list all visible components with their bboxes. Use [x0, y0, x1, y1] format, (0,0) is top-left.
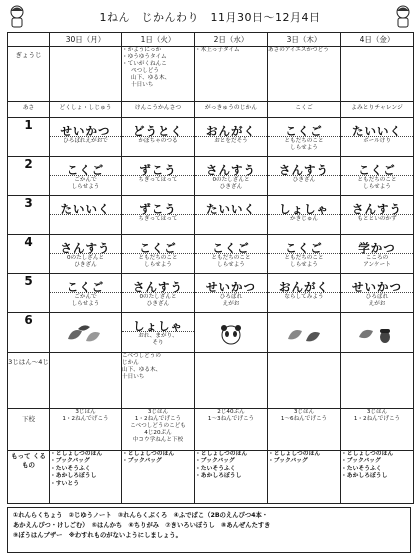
- morning-cell: がっきゅうのじかん: [195, 102, 268, 118]
- subject-detail: おれ、まがり、: [138, 333, 178, 339]
- day-header: 4日（金）: [341, 33, 414, 47]
- morning-row: [8, 102, 414, 118]
- events-cell: [50, 47, 122, 102]
- class-cell: [341, 313, 414, 353]
- leaves-icon: [62, 323, 110, 345]
- subject-name: どうとく: [133, 124, 183, 138]
- row-label: 下校: [8, 409, 50, 451]
- class-cell: [195, 235, 268, 274]
- subject-detail: かぼちゃのつる: [138, 138, 178, 144]
- item: ・ブックバッグ: [50, 458, 90, 465]
- after-school-cell: [341, 353, 414, 409]
- dismissal-cell: [341, 409, 414, 451]
- day-header: 30日（月）: [50, 33, 122, 47]
- class-cell: [268, 274, 341, 313]
- event-line: 山下、ゆる木、: [131, 75, 171, 81]
- morning-cell: こくご: [268, 102, 341, 118]
- subject-name: こくご: [139, 241, 177, 255]
- event-line: あさのアイエスかつどう: [268, 47, 329, 53]
- subject-name: たいいく: [352, 124, 402, 138]
- item: ・あかしろぼうし: [341, 473, 388, 480]
- after-school-row: [8, 353, 414, 409]
- items-cell: [122, 451, 195, 504]
- class-cell: [122, 118, 195, 157]
- item: ・ブックバッグ: [268, 458, 308, 465]
- child-illustration: [6, 4, 28, 30]
- period-number: 6: [8, 313, 50, 353]
- dismissal-time: 3じはん: [293, 409, 315, 415]
- class-cell: [122, 313, 195, 353]
- after-school-cell: [122, 353, 195, 409]
- dismissal-detail: こべつしどうのこども: [130, 423, 186, 429]
- subject-detail: ごかんで: [74, 294, 97, 300]
- subject-detail: 0のたしざんと: [66, 255, 105, 261]
- subject-name: ずこう: [139, 202, 177, 216]
- subject-detail: ちぎってはって: [138, 216, 178, 222]
- items-cell: [50, 451, 122, 504]
- note-line: じかん: [122, 360, 139, 366]
- dismissal-time: 3じはん: [75, 409, 96, 415]
- class-cell: [50, 313, 122, 353]
- subject-name: せいかつ: [352, 280, 402, 294]
- item: ・としょしつのほん: [341, 451, 394, 457]
- dismissal-row: [8, 409, 414, 451]
- morning-cell: どくしょ・しじゅう: [50, 102, 122, 118]
- class-cell: [268, 118, 341, 157]
- subject-name: せいかつ: [206, 280, 256, 294]
- note-line: 山下、ゆる木、: [122, 367, 162, 373]
- class-cell: [268, 235, 341, 274]
- class-cell: [195, 196, 268, 235]
- subject-detail: えがお: [368, 301, 386, 307]
- dismissal-time: 3じはん: [366, 409, 388, 415]
- period-row: [8, 196, 414, 235]
- subject-name: 学かつ: [358, 241, 396, 255]
- subject-detail: かきじゅん: [290, 216, 318, 222]
- items-cell: [268, 451, 341, 504]
- schedule-title: 1ねん じかんわり 11月30日～12月4日: [99, 11, 321, 24]
- class-cell: [341, 157, 414, 196]
- subject-detail: そり: [152, 340, 164, 346]
- subject-name: こくご: [212, 241, 250, 255]
- after-school-cell: [268, 353, 341, 409]
- subject-detail: 0のたしざんと: [139, 294, 177, 300]
- dismissal-cell: [50, 409, 122, 451]
- item: ・あかしろぼうし: [50, 473, 97, 480]
- events-cell: [122, 47, 195, 102]
- child-illustration: [392, 4, 414, 30]
- item: ・あかしろぼうし: [195, 473, 242, 480]
- subject-name: おんがく: [206, 124, 256, 138]
- subject-detail: しらせよう: [290, 145, 318, 151]
- subject-detail: しらせよう: [290, 262, 318, 268]
- dismissal-cell: [268, 409, 341, 451]
- subject-detail: こころの: [365, 255, 389, 261]
- row-label: あさ: [8, 102, 50, 118]
- class-cell: [122, 274, 195, 313]
- period-row: [8, 313, 414, 353]
- class-cell: [122, 235, 195, 274]
- subject-detail: ともだちのこと: [284, 138, 324, 144]
- subject-name: せいかつ: [60, 124, 111, 138]
- subject-detail: ともだちのこと: [284, 255, 324, 261]
- acorns-icon: [353, 323, 401, 345]
- item: ・たいそうふく: [50, 465, 91, 472]
- corner-cell: [8, 33, 50, 47]
- class-cell: [268, 313, 341, 353]
- day-header: 2日（水）: [195, 33, 268, 47]
- item: ・すいとう: [50, 480, 79, 487]
- event-line: ぺつしどう: [131, 68, 159, 74]
- subject-name: たいいく: [206, 202, 256, 216]
- class-cell: [341, 118, 414, 157]
- dismissal-time: 2じ40ぷん: [217, 409, 245, 415]
- event-line: ・木上っ子タイム: [195, 47, 240, 53]
- event-line: ・ていがくねんこ: [122, 61, 167, 67]
- subject-name: さんすう: [352, 202, 402, 216]
- event-line: ・かようにっか: [122, 47, 162, 53]
- subject-detail: ひろばれ: [219, 294, 243, 300]
- dismissal-detail: 中コウ学ねんと下校: [132, 437, 184, 443]
- subject-name: しょしゃ: [133, 319, 183, 333]
- legend-line: ①れんらくちょう ②じゆうノート ③れんらくぶくろ ④ふでばこ（2Bのえんぴつ4本・: [13, 512, 269, 519]
- subject-detail: ともだちのこと: [138, 255, 178, 261]
- subject-detail: ひきざん: [219, 184, 243, 190]
- events-cell: [195, 47, 268, 102]
- class-cell: [268, 157, 341, 196]
- item: ・たいそうふく: [195, 465, 236, 472]
- subject-name: さんすう: [206, 163, 256, 177]
- period-number: 2: [8, 157, 50, 196]
- morning-cell: よみとりチャレンジ: [341, 102, 414, 118]
- subject-detail: ちぎってはって: [138, 177, 178, 183]
- subject-detail: ボールけり: [363, 138, 391, 144]
- items-cell: [341, 451, 414, 504]
- item: ・たいそうふく: [341, 465, 382, 472]
- subject-name: こくご: [285, 124, 323, 138]
- item: ・ブックバッグ: [122, 458, 162, 465]
- event-line: 十日いち: [131, 82, 154, 88]
- dismissal-detail: 1・2ねんでげこう: [134, 416, 182, 422]
- after-school-cell: [195, 353, 268, 409]
- day-header-row: [8, 33, 414, 47]
- item: ・としょしつのほん: [268, 451, 321, 457]
- subject-name: こくご: [66, 280, 105, 294]
- subject-name: こくご: [66, 163, 105, 177]
- subject-detail: しらせよう: [217, 262, 245, 268]
- class-cell: [341, 235, 414, 274]
- subject-detail: ひろばれ: [365, 294, 389, 300]
- event-line: ・ゆうゆうタイム: [122, 54, 167, 60]
- dismissal-cell: [195, 409, 268, 451]
- subject-name: ずこう: [139, 163, 177, 177]
- dismissal-detail: 1・2ねんでげこう: [62, 416, 109, 422]
- subject-detail: しらせよう: [71, 301, 100, 307]
- class-cell: [50, 157, 122, 196]
- subject-detail: ひきざん: [74, 262, 97, 268]
- subject-name: さんすう: [133, 280, 183, 294]
- period-number: 4: [8, 235, 50, 274]
- leaves-icon: [280, 323, 328, 345]
- row-label: もって くるもの: [8, 451, 50, 504]
- subject-detail: アンケート: [363, 262, 391, 268]
- period-row: [8, 157, 414, 196]
- item: ・ブックバッグ: [195, 458, 235, 465]
- items-row: [8, 451, 414, 504]
- class-cell: [122, 196, 195, 235]
- note-line: 十日いち: [122, 374, 145, 380]
- dismissal-detail: 1～3ねんでげこう: [207, 416, 255, 422]
- dismissal-time: 3じはん: [147, 409, 169, 415]
- legend-line: ⑨ぼうはんブザー ※わすれものがないようにしましょう。: [13, 532, 182, 539]
- subject-name: さんすう: [279, 163, 329, 177]
- class-cell: [50, 196, 122, 235]
- class-cell: [195, 313, 268, 353]
- events-cell: [341, 47, 414, 102]
- items-legend: [7, 507, 411, 553]
- subject-detail: しらせよう: [144, 262, 172, 268]
- row-label: ぎょうじ: [8, 47, 50, 102]
- period-number: 5: [8, 274, 50, 313]
- subject-detail: えがお: [222, 301, 240, 307]
- subject-detail: ともだちのこと: [211, 255, 251, 261]
- note-line: こべつしどうの: [122, 353, 161, 359]
- class-cell: [122, 157, 195, 196]
- class-cell: [50, 274, 122, 313]
- day-header: 1日（火）: [122, 33, 195, 47]
- after-school-cell: [50, 353, 122, 409]
- subject-detail: 0のたしざんと: [212, 177, 250, 183]
- subject-name: おんがく: [279, 280, 329, 294]
- subject-detail: ひきざん: [292, 177, 316, 183]
- subject-name: さんすう: [60, 241, 111, 255]
- subject-detail: ひきざん: [146, 301, 170, 307]
- subject-detail: ごかんで: [74, 177, 97, 183]
- period-row: [8, 274, 414, 313]
- items-cell: [195, 451, 268, 504]
- period-row: [8, 118, 414, 157]
- events-row: [8, 47, 414, 102]
- dismissal-detail: 4じ20ぷん: [144, 430, 172, 436]
- day-header: 3日（木）: [268, 33, 341, 47]
- class-cell: [268, 196, 341, 235]
- subject-detail: ともだちのこと: [357, 177, 397, 183]
- item: ・としょしつのほん: [122, 451, 175, 457]
- subject-name: しょしゃ: [279, 202, 329, 216]
- row-label: 3じはん～4じ: [8, 353, 50, 409]
- morning-cell: けんこうかんさつ: [122, 102, 195, 118]
- class-cell: [50, 235, 122, 274]
- legend-line: あかえんぴつ・けしごむ） ⑤はんかち ⑥ちりがみ ⑦きいろいぼうし ⑧あんぜんたすき: [13, 522, 271, 529]
- subject-name: こくご: [285, 241, 323, 255]
- subject-detail: ひろばれえがおで: [63, 138, 108, 144]
- subject-detail: しらせよう: [363, 184, 391, 190]
- panda-icon: [211, 323, 251, 347]
- subject-detail: おとをだそう: [214, 138, 248, 144]
- subject-detail: しらせよう: [71, 184, 100, 190]
- dismissal-detail: 1・2ねんでげこう: [353, 416, 401, 422]
- subject-name: たいいく: [60, 202, 111, 216]
- subject-detail: もとといのかず: [357, 216, 397, 222]
- class-cell: [195, 118, 268, 157]
- class-cell: [195, 157, 268, 196]
- period-row: [8, 235, 414, 274]
- item: ・ブックバッグ: [341, 458, 381, 465]
- class-cell: [50, 118, 122, 157]
- subject-name: こくご: [358, 163, 396, 177]
- period-number: 3: [8, 196, 50, 235]
- period-number: 1: [8, 118, 50, 157]
- subject-detail: ならしてみよう: [284, 294, 324, 300]
- class-cell: [341, 196, 414, 235]
- item: ・としょしつのほん: [50, 451, 103, 457]
- dismissal-cell: [122, 409, 195, 451]
- dismissal-detail: 1～6ねんでげこう: [280, 416, 328, 422]
- events-cell: [268, 47, 341, 102]
- item: ・としょしつのほん: [195, 451, 248, 457]
- timetable: [7, 32, 414, 504]
- class-cell: [195, 274, 268, 313]
- class-cell: [341, 274, 414, 313]
